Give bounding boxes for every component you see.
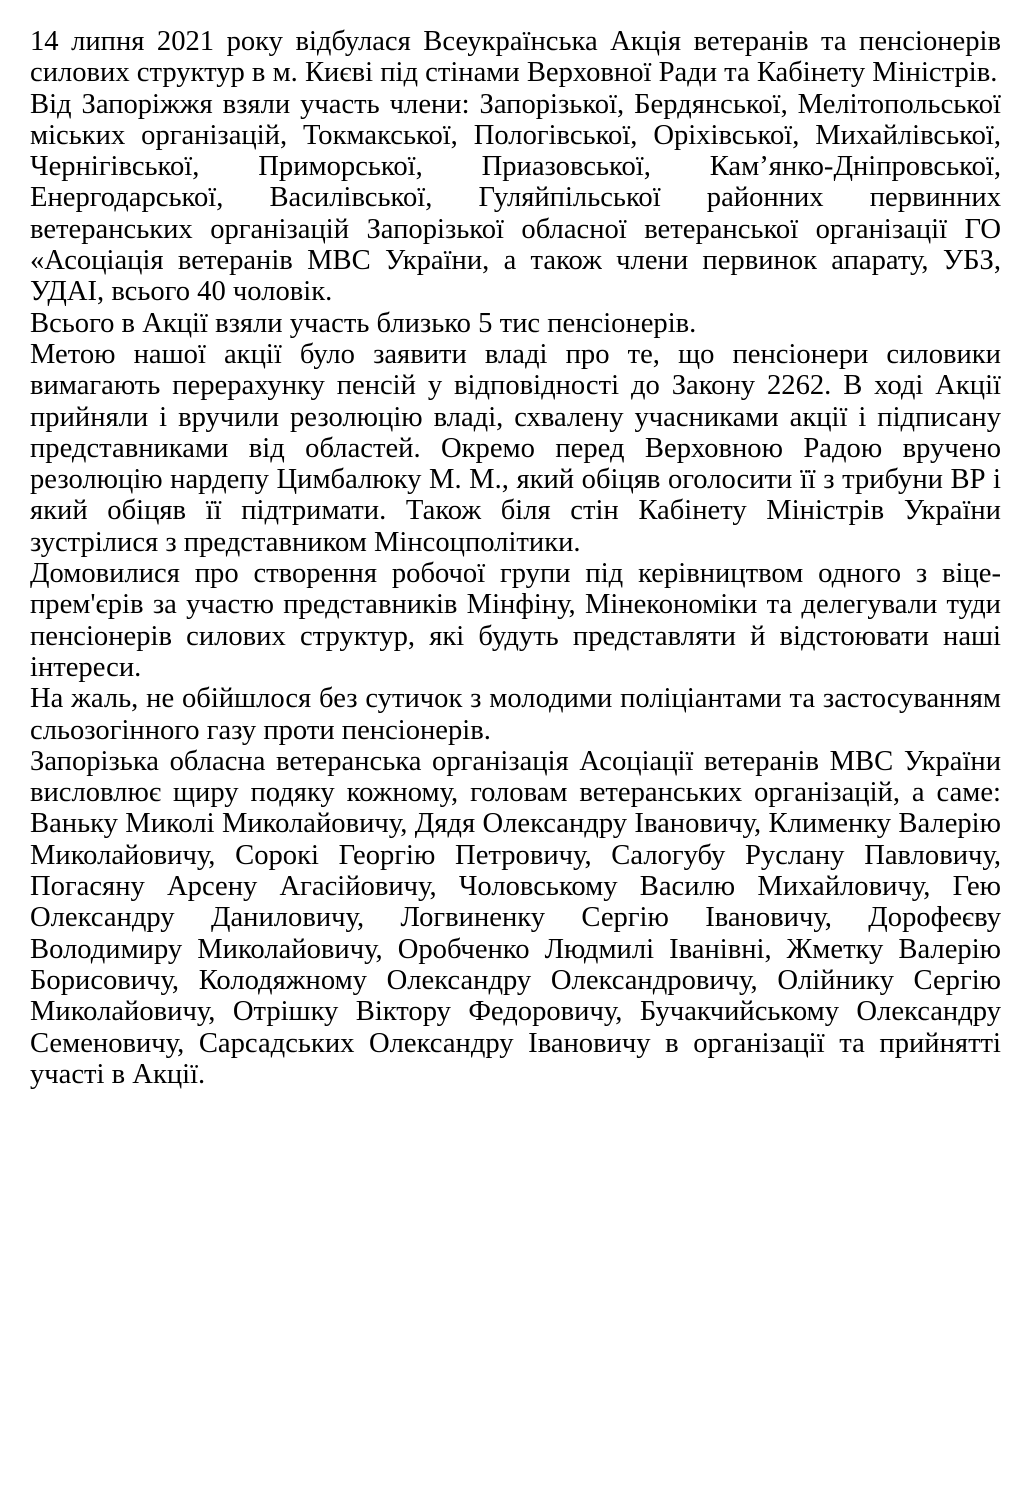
paragraph-gratitude: Запорізька обласна ветеранська організація Асоціації ветеранів МВС України висловлює щиру подяку кожному, головам ветеранських організацій, а саме: Ваньку Миколі Миколайовичу, Дядя Олександру Івановичу, Клименку Валерію Миколайовичу, Сорокі Георгію Петровичу, Салогубу Руслану Павловичу, Погасяну Арсену Агасійовичу, Чоловському Василю Михайловичу, Гею Олександру Даниловичу, Логвиненку Сергію Івановичу, Дорофеєву Володимиру Миколайовичу, Оробченко Людмилі Іванівні, Жметку Валерію Борисовичу, Колодяжному Олександру Олександровичу, Олійнику Сергію Миколайовичу, Отрішку Віктору Федоровичу, Бучакчийському Олександру Семеновичу, Сарсадських Олександру Івановичу в організації та прийнятті участі в Акції. — [30, 745, 1001, 1090]
paragraph-participants: Від Запоріжжя взяли участь члени: Запорізької, Бердянської, Мелітопольської міських організацій, Токмакської, Пологівської, Оріхівської, Михайлівської, Чернігівської, Приморської, Приазовської, Кам’янко-Дніпровської, Енергодарської, Василівської, Гуляйпільської районних первинних ветеранських організацій Запорізької обласної ветеранської організації ГО «Асоціація ветеранів МВС України, а також члени первинок апарату, УБЗ, УДАІ, всього 40 чоловік. — [30, 88, 1001, 308]
paragraph-goal: Метою нашої акції було заявити владі про те, що пенсіонери силовики вимагають перерахунку пенсій у відповідності до Закону 2262. В ході Акції прийняли і вручили резолюцію владі, схвалену учасниками акції і підписану представниками від областей. Окремо перед Верховною Радою вручено резолюцію нардепу Цимбалюку М. М., який обіцяв оголосити її з трибуни ВР і який обіцяв її підтримати. Також біля стін Кабінету Міністрів України зустрілися з представником Мінсоцполітики. — [30, 338, 1001, 558]
paragraph-total-count: Всього в Акції взяли участь близько 5 тис пенсіонерів. — [30, 307, 697, 339]
paragraph-clashes: На жаль, не обійшлося без сутичок з молодими поліціантами та застосуванням сльозогінного газу проти пенсіонерів. — [30, 683, 1001, 746]
document-page — [30, 26, 1001, 1486]
paragraph-event-intro: 14 липня 2021 року відбулася Всеукраїнська Акція ветеранів та пенсіонерів силових структур в м. Києві під стінами Верховної Ради та Кабінету Міністрів. — [30, 26, 1001, 89]
paragraph-working-group: Домовилися про створення робочої групи під керівництвом одного з віце-прем'єрів за участю представників Мінфіну, Мінекономіки та делегували туди пенсіонерів силових структур, які будуть представляти й відстоювати наші інтереси. — [30, 558, 1001, 683]
